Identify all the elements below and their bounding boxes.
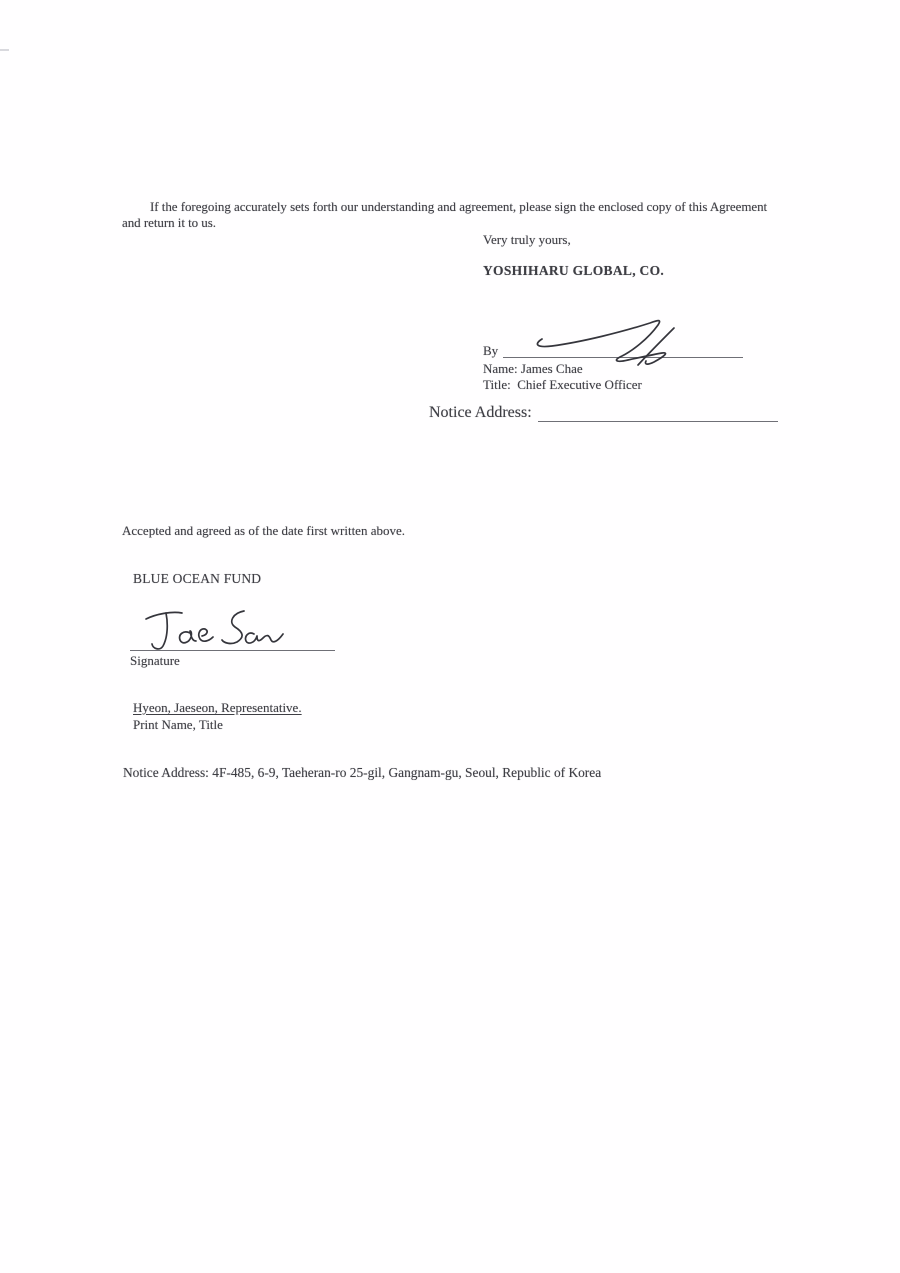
print-name-title-label: Print Name, Title [133,717,223,732]
by-label: By [483,343,499,358]
signature-label: Signature [130,653,180,668]
fund-notice-address: Notice Address: 4F-485, 6-9, Taeheran-ro 25-gil, Gangnam-gu, Seoul, Republic of Korea [123,765,602,780]
fund-name: BLUE OCEAN FUND [133,571,262,586]
print-name-value: Hyeon, Jaeseon, Representative. [133,700,302,715]
signer-title-line: Title: Chief Executive Officer [483,377,642,392]
scan-artifact [0,49,9,51]
notice-address-blank-line [538,408,778,422]
notice-address-label: Notice Address: [429,404,532,421]
company-name: YOSHIHARU GLOBAL, CO. [483,263,665,278]
fund-signature-handwriting-icon [132,603,337,653]
closing-paragraph: If the foregoing accurately sets forth our understanding and agreement, please sign the enclosed copy of this Agreement and return it to us. [122,199,771,230]
valediction: Very truly yours, [483,232,571,247]
ceo-signature-handwriting-icon [512,315,744,373]
accepted-line: Accepted and agreed as of the date first written above. [122,523,405,538]
notice-address-row [429,406,778,422]
signer-name-line: Name: James Chae [483,361,583,376]
